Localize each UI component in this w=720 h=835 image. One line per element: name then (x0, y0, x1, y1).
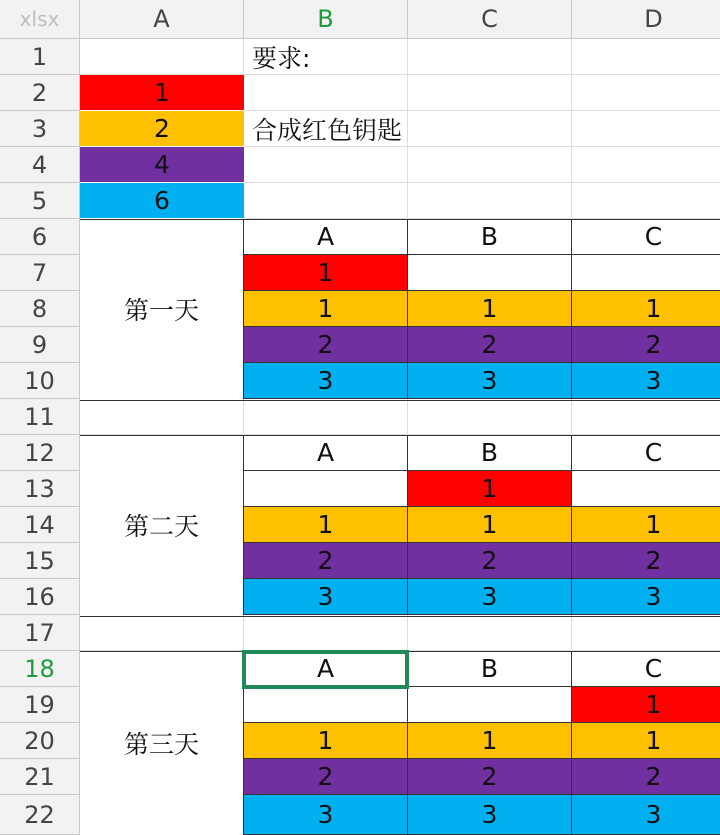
legend-cell[interactable]: 1 (80, 75, 244, 111)
day-header-cell[interactable]: B (408, 435, 572, 471)
row-header-18[interactable]: 18 (0, 651, 80, 687)
day-value-cell[interactable] (572, 471, 720, 507)
day-value-cell[interactable] (244, 687, 408, 723)
cell[interactable] (80, 615, 244, 651)
day-value-cell[interactable]: 1 (408, 507, 572, 543)
day-value-cell[interactable]: 1 (408, 471, 572, 507)
cell[interactable] (572, 147, 720, 183)
cell[interactable] (244, 183, 408, 219)
cell[interactable] (572, 183, 720, 219)
day-header-cell[interactable]: C (572, 435, 720, 471)
row-header-15[interactable]: 15 (0, 543, 80, 579)
day-value-cell[interactable]: 1 (408, 291, 572, 327)
row-header-6[interactable]: 6 (0, 219, 80, 255)
day-value-cell[interactable] (408, 255, 572, 291)
day-value-cell[interactable]: 1 (572, 507, 720, 543)
row-header-5[interactable]: 5 (0, 183, 80, 219)
legend-cell[interactable]: 4 (80, 147, 244, 183)
row-header-4[interactable]: 4 (0, 147, 80, 183)
day-value-cell[interactable]: 1 (244, 507, 408, 543)
cell[interactable] (244, 399, 408, 435)
cell[interactable] (80, 399, 244, 435)
row-header-9[interactable]: 9 (0, 327, 80, 363)
goal-text[interactable]: 合成红色钥匙 (252, 116, 403, 145)
day-value-cell[interactable]: 2 (572, 543, 720, 579)
day-header-cell[interactable]: A (244, 219, 408, 255)
cell[interactable] (244, 615, 408, 651)
requirement-label[interactable]: 要求: (252, 44, 311, 73)
day-value-cell[interactable]: 2 (408, 543, 572, 579)
day-value-cell[interactable]: 3 (244, 363, 408, 399)
row-header-2[interactable]: 2 (0, 75, 80, 111)
cell[interactable] (572, 39, 720, 75)
day-header-cell[interactable]: A (244, 435, 408, 471)
column-header-c[interactable]: C (408, 0, 572, 39)
day-value-cell[interactable]: 2 (408, 759, 572, 795)
cell[interactable] (572, 615, 720, 651)
cell[interactable] (244, 147, 408, 183)
row-header-17[interactable]: 17 (0, 615, 80, 651)
day-value-cell[interactable]: 3 (572, 363, 720, 399)
row-header-16[interactable]: 16 (0, 579, 80, 615)
row-header-20[interactable]: 20 (0, 723, 80, 759)
row-header-14[interactable]: 14 (0, 507, 80, 543)
cell[interactable] (80, 39, 244, 75)
column-header-d[interactable]: D (572, 0, 720, 39)
select-all-corner[interactable]: xlsx (0, 0, 80, 39)
day-value-cell[interactable]: 1 (572, 723, 720, 759)
row-header-1[interactable]: 1 (0, 39, 80, 75)
row-header-22[interactable]: 22 (0, 795, 80, 835)
day-value-cell[interactable]: 3 (572, 795, 720, 835)
cell[interactable] (408, 183, 572, 219)
day-value-cell[interactable]: 1 (572, 291, 720, 327)
day-value-cell[interactable]: 2 (408, 327, 572, 363)
cell[interactable] (408, 75, 572, 111)
day-value-cell[interactable]: 1 (572, 687, 720, 723)
legend-cell[interactable]: 2 (80, 111, 244, 147)
day-value-cell[interactable]: 2 (244, 759, 408, 795)
row-header-21[interactable]: 21 (0, 759, 80, 795)
row-header-12[interactable]: 12 (0, 435, 80, 471)
day-value-cell[interactable]: 1 (408, 723, 572, 759)
day-header-cell[interactable]: B (408, 219, 572, 255)
row-header-13[interactable]: 13 (0, 471, 80, 507)
day-value-cell[interactable]: 2 (572, 327, 720, 363)
row-header-8[interactable]: 8 (0, 291, 80, 327)
day-value-cell[interactable] (572, 255, 720, 291)
day-label-1[interactable]: 第一天 (80, 219, 244, 399)
cell[interactable] (408, 111, 572, 147)
day-value-cell[interactable]: 1 (244, 723, 408, 759)
day-value-cell[interactable]: 2 (244, 327, 408, 363)
day-header-cell[interactable]: B (408, 651, 572, 687)
cell[interactable] (572, 75, 720, 111)
column-header-a[interactable]: A (80, 0, 244, 39)
day-value-cell[interactable]: 2 (244, 543, 408, 579)
day-value-cell[interactable]: 3 (244, 579, 408, 615)
day-value-cell[interactable] (244, 471, 408, 507)
day-label-2[interactable]: 第二天 (80, 435, 244, 615)
row-header-19[interactable]: 19 (0, 687, 80, 723)
cell[interactable] (244, 75, 408, 111)
column-header-b[interactable]: B (244, 0, 408, 39)
day-value-cell[interactable]: 3 (244, 795, 408, 835)
day-header-cell[interactable]: A (244, 651, 408, 687)
row-header-10[interactable]: 10 (0, 363, 80, 399)
cell[interactable] (408, 399, 572, 435)
legend-cell[interactable]: 6 (80, 183, 244, 219)
day-value-cell[interactable] (408, 687, 572, 723)
row-header-11[interactable]: 11 (0, 399, 80, 435)
cell[interactable] (572, 111, 720, 147)
day-value-cell[interactable]: 3 (408, 579, 572, 615)
row-header-3[interactable]: 3 (0, 111, 80, 147)
day-label-3[interactable]: 第三天 (80, 651, 244, 835)
cell[interactable] (408, 615, 572, 651)
day-value-cell[interactable]: 3 (408, 363, 572, 399)
day-value-cell[interactable]: 1 (244, 255, 408, 291)
day-value-cell[interactable]: 3 (408, 795, 572, 835)
cell[interactable] (572, 399, 720, 435)
day-value-cell[interactable]: 3 (572, 579, 720, 615)
cell[interactable] (408, 147, 572, 183)
row-header-7[interactable]: 7 (0, 255, 80, 291)
day-value-cell[interactable]: 2 (572, 759, 720, 795)
day-value-cell[interactable]: 1 (244, 291, 408, 327)
day-header-cell[interactable]: C (572, 219, 720, 255)
day-header-cell[interactable]: C (572, 651, 720, 687)
cell[interactable] (408, 39, 572, 75)
